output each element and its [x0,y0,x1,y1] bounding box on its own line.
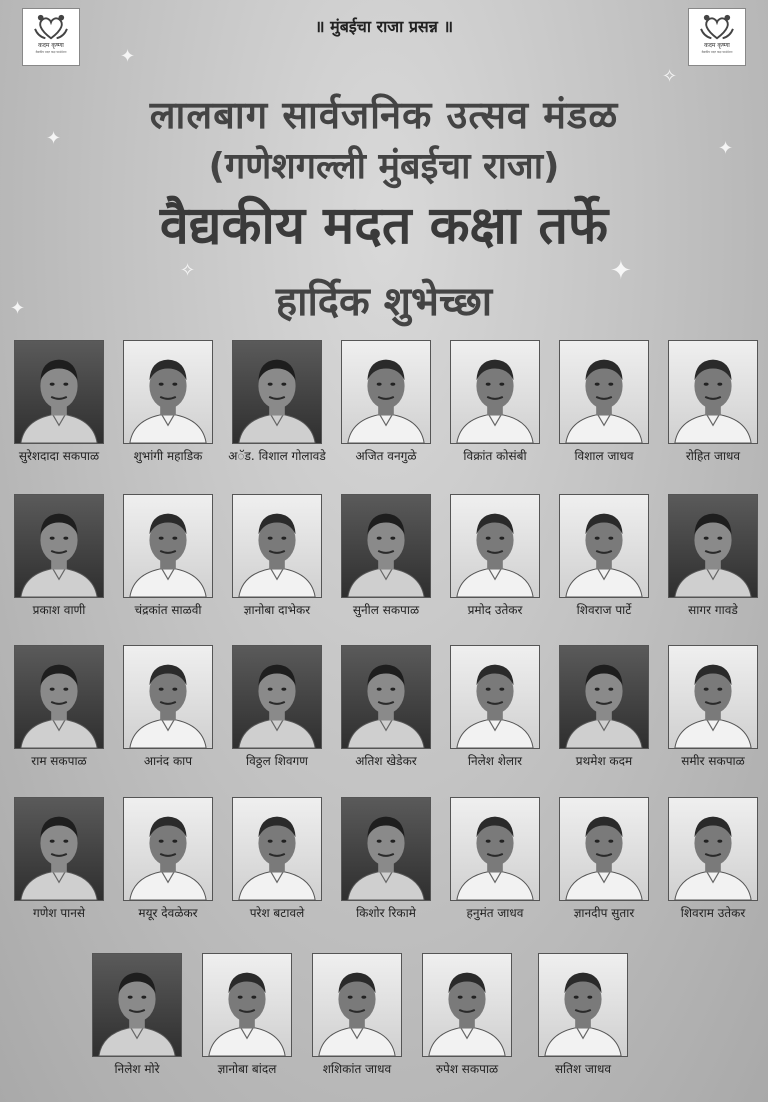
person-card [551,494,669,617]
person-name: चंद्रकांत साळवी [134,603,202,617]
person-photo [14,494,104,598]
person-name: सागर गावडे [688,603,738,617]
person-card [224,494,342,617]
person-name: शिवराम उतेकर [680,906,746,920]
person-photo [232,645,322,749]
sparkle-icon: ✦ [46,128,62,149]
person-card [115,645,233,768]
person-name: अतिश खेडेकर [355,754,417,768]
person-name: अजित वनगुळे [355,449,417,463]
person-card [414,953,532,1076]
person-card [551,797,669,920]
person-photo [341,645,431,749]
person-name: विठ्ठल शिवगण [246,754,308,768]
person-photo [450,645,540,749]
person-card [84,953,202,1076]
person-name: गणेश पानसे [32,906,86,920]
person-name: ज्ञानोबा दाभेकर [243,603,311,617]
sparkle-icon: ✦ [718,138,734,159]
tagline: ॥ मुंबईचा राजा प्रसन्न ॥ [314,17,454,36]
person-photo [341,340,431,444]
person-card [442,340,560,463]
person-photo [668,494,758,598]
logo-text: कदम कृष्णा [704,42,730,49]
person-name: विशाल जाधव [574,449,634,463]
mandal-subname: (गणेशगल्ली मुंबईचा राजा) [208,146,560,187]
greeting-title: हार्दिक शुभेच्छा [275,279,493,325]
person-photo [14,797,104,901]
person-photo [450,340,540,444]
logo-text: कदम कृष्णा [38,42,64,49]
person-name: ज्ञानदीप सुतार [573,906,635,920]
person-card [660,494,768,617]
main-title: वैद्यकीय मदत कक्षा तर्फे [159,196,609,256]
person-card [6,494,124,617]
person-card [224,340,342,463]
person-name: सुरेशदादा सकपाळ [18,449,100,463]
person-photo [14,340,104,444]
person-name: परेश बटावले [249,906,305,920]
person-name: प्रथमेश कदम [575,754,633,768]
logo-subtext: वैद्यकीय मदत कक्ष फाउंडेशन [35,50,67,54]
person-photo [312,953,402,1057]
person-card [660,797,768,920]
person-photo [14,645,104,749]
person-card [224,645,342,768]
person-card [333,797,451,920]
person-card [551,340,669,463]
person-photo [123,340,213,444]
person-photo [668,797,758,901]
sparkle-icon: ✦ [120,46,136,67]
person-name: समीर सकपाळ [681,754,745,768]
sparkle-icon: ✧ [662,66,678,87]
person-name: आनंद काप [143,754,193,768]
person-card [442,645,560,768]
person-photo [232,494,322,598]
person-card [333,340,451,463]
person-name: सुनील सकपाळ [352,603,420,617]
person-name: निलेश मोरे [114,1062,160,1076]
person-name: शुभांगी महाडिक [133,449,203,463]
person-photo [341,797,431,901]
person-name: ज्ञानोबा बांदल [217,1062,277,1076]
person-name: रोहित जाधव [685,449,741,463]
person-photo [450,797,540,901]
person-name: हनुमंत जाधव [466,906,524,920]
sparkle-icon: ✦ [610,256,632,286]
person-card [551,645,669,768]
person-card [224,797,342,920]
person-card [6,797,124,920]
person-photo [232,340,322,444]
person-card [442,797,560,920]
person-photo [559,494,649,598]
sparkle-icon: ✧ [180,260,196,281]
person-photo [450,494,540,598]
person-name: शशिकांत जाधव [322,1062,392,1076]
person-photo [341,494,431,598]
person-photo [123,494,213,598]
person-card [115,494,233,617]
sparkle-icon: ✦ [10,298,26,319]
person-photo [422,953,512,1057]
person-card [333,645,451,768]
person-photo [123,797,213,901]
person-name: प्रमोद उतेकर [467,603,523,617]
person-photo [232,797,322,901]
person-card [530,953,648,1076]
person-name: मयूर देवळेकर [138,906,198,920]
person-photo [202,953,292,1057]
person-photo [668,645,758,749]
person-photo [123,645,213,749]
person-name: अॅड. विशाल गोलावडे [228,449,326,463]
mandal-name: लालबाग सार्वजनिक उत्सव मंडळ [149,93,619,137]
person-name: सतिश जाधव [554,1062,612,1076]
person-photo [559,340,649,444]
person-card [115,340,233,463]
person-photo [538,953,628,1057]
person-card [194,953,312,1076]
person-photo [92,953,182,1057]
person-card [660,340,768,463]
person-name: निलेश शेलार [467,754,523,768]
person-card [442,494,560,617]
person-photo [559,645,649,749]
person-card [660,645,768,768]
person-card [6,340,124,463]
person-card [115,797,233,920]
person-name: विक्रांत कोसंबी [463,449,527,463]
person-name: प्रकाश वाणी [32,603,86,617]
person-card [304,953,422,1076]
person-photo [559,797,649,901]
person-name: किशोर रिकामे [356,906,416,920]
person-photo [668,340,758,444]
person-name: रुपेश सकपाळ [435,1062,499,1076]
person-name: शिवराज पार्टे [576,603,632,617]
person-name: राम सकपाळ [31,754,87,768]
person-card [6,645,124,768]
person-card [333,494,451,617]
logo-subtext: वैद्यकीय मदत कक्ष फाउंडेशन [701,50,733,54]
